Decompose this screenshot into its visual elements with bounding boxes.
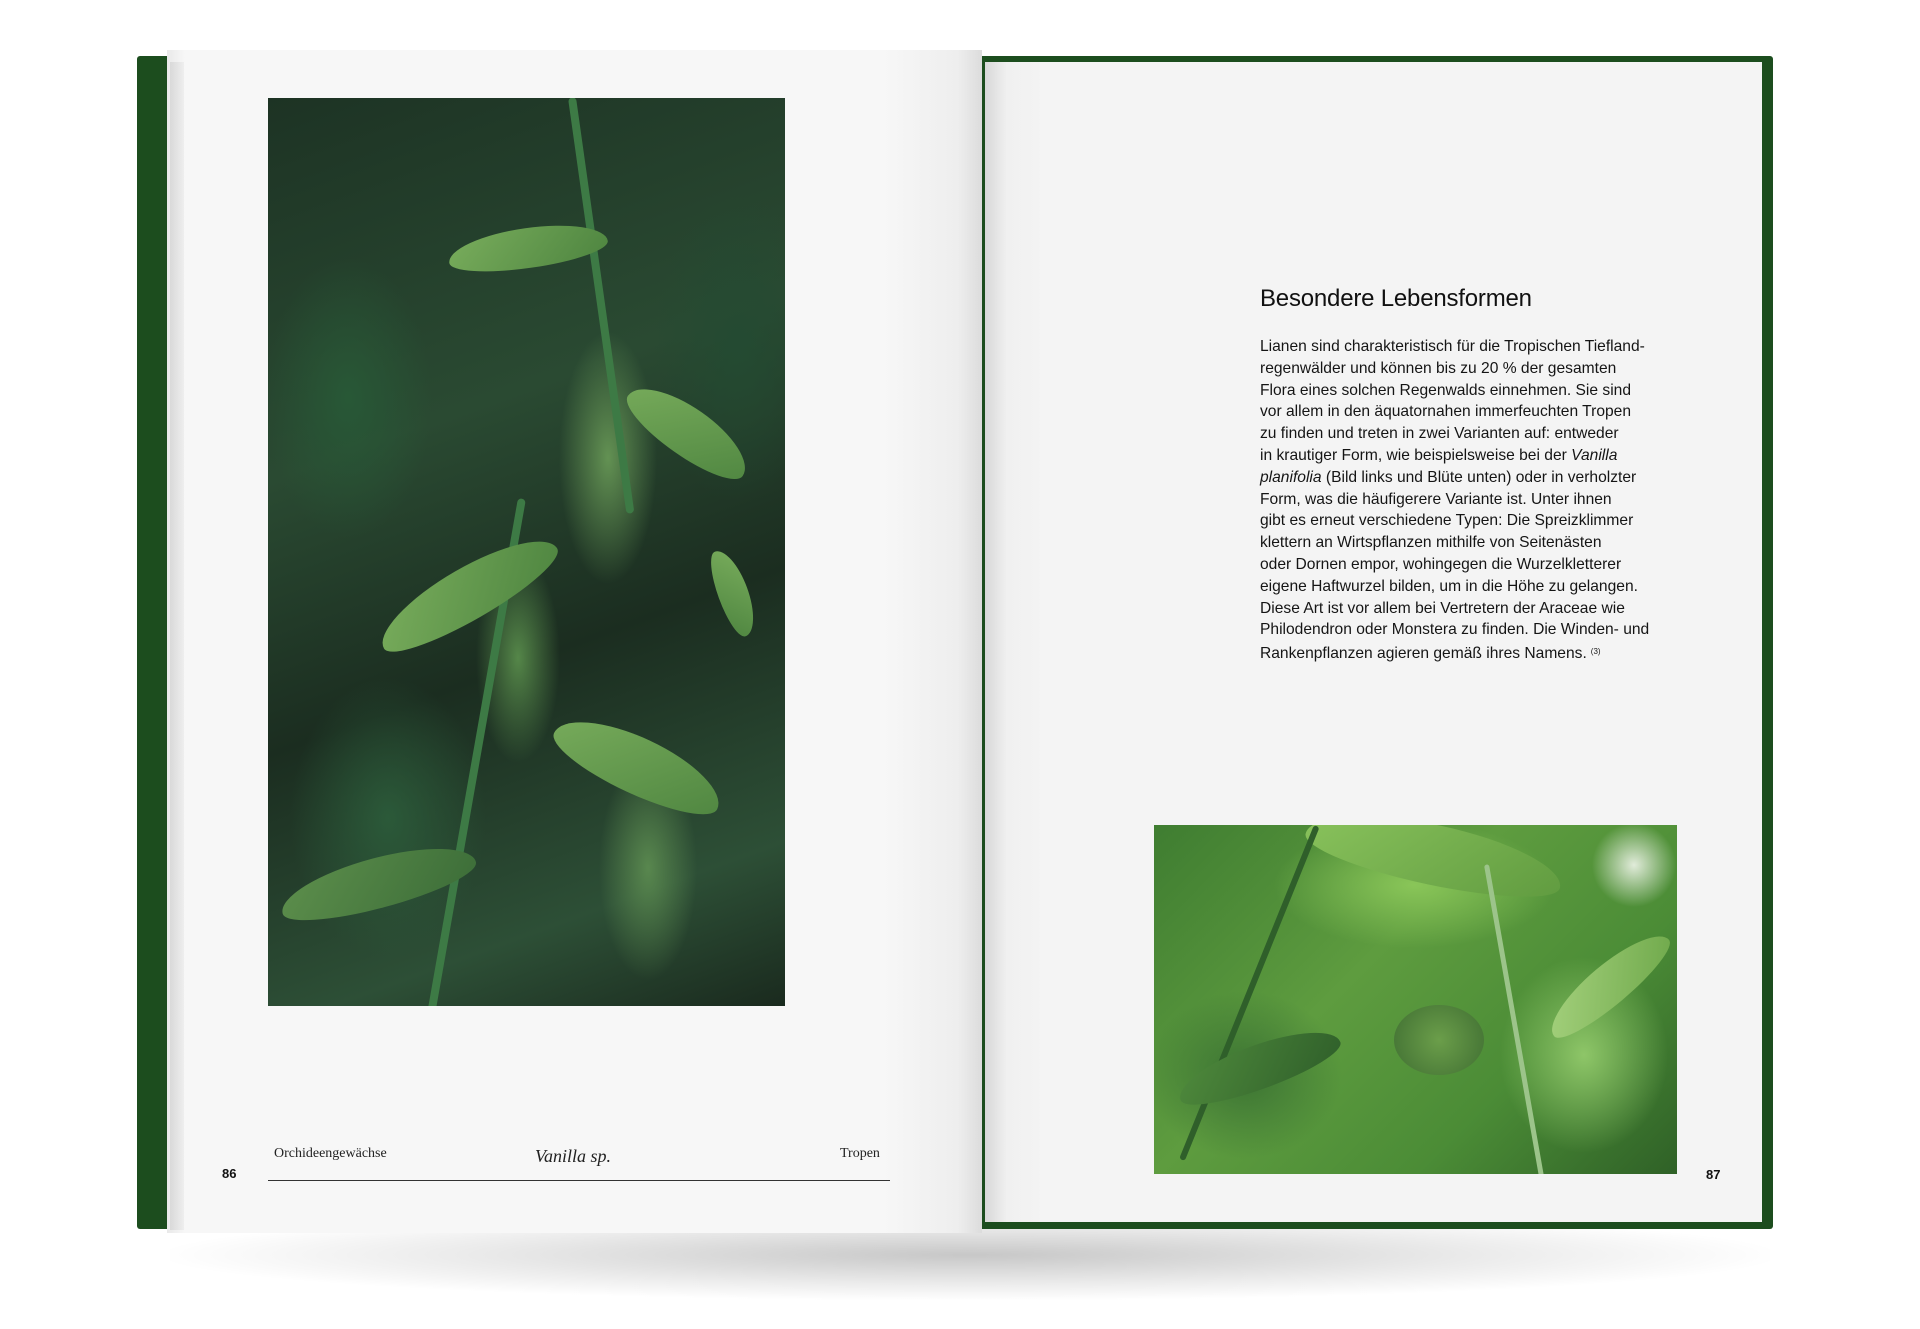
- page-number-right: 87: [1706, 1167, 1721, 1182]
- page-number-left: 86: [222, 1166, 237, 1181]
- body-line-with-species: [1260, 467, 1680, 489]
- body-line: regenwälder und können bis zu 20 % der gesamten: [1260, 359, 1617, 377]
- body-line-last: [1260, 641, 1680, 665]
- body-line-text: Rankenpflanzen agieren gemäß ihres Namens.: [1260, 645, 1587, 663]
- body-line-with-species: [1260, 445, 1680, 467]
- footnote-marker: (3): [1590, 647, 1601, 657]
- running-head-region: Tropen: [840, 1146, 880, 1161]
- body-line: Form, was die häufigerere Variante ist. Unter ihnen: [1260, 490, 1612, 508]
- section-heading: Besondere Lebensformen: [1260, 285, 1532, 312]
- body-line: klettern an Wirtspflanzen mithilfe von Seitenästen: [1260, 534, 1602, 552]
- species-epithet: planifolia: [1260, 468, 1322, 486]
- footer-rule: [268, 1180, 890, 1181]
- species-genus: Vanilla: [1571, 446, 1618, 464]
- body-line: Flora eines solchen Regenwalds einnehmen. Sie sind: [1260, 381, 1632, 399]
- running-head-section: Orchideengewächse: [274, 1146, 387, 1161]
- body-line: Philodendron oder Monstera zu finden. Die Winden- und: [1260, 621, 1650, 639]
- vanilla-vine-photo: [268, 98, 785, 1006]
- body-line: eigene Haftwurzel bilden, um in die Höhe zu gelangen.: [1260, 577, 1638, 595]
- body-line: vor allem in den äquatornahen immerfeuchten Tropen: [1260, 403, 1632, 421]
- body-line: zu finden und treten in zwei Varianten auf: entweder: [1260, 425, 1619, 443]
- body-line-text: in krautiger Form, wie beispielsweise bei der: [1260, 446, 1567, 464]
- body-line-text: (Bild links und Blüte unten) oder in verholzter: [1325, 468, 1637, 486]
- body-line: Diese Art ist vor allem bei Vertretern der Araceae wie: [1260, 599, 1625, 617]
- body-line: gibt es erneut verschiedene Typen: Die Spreizklimmer: [1260, 512, 1634, 530]
- running-head-species: Vanilla sp.: [535, 1146, 612, 1166]
- body-line: Lianen sind charakteristisch für die Tropischen Tiefland-: [1260, 338, 1645, 355]
- vanilla-flower-photo: [1154, 825, 1677, 1174]
- left-page-edge: [170, 62, 184, 1230]
- body-line: oder Dornen empor, wohingegen die Wurzelkletterer: [1260, 555, 1622, 573]
- body-paragraph: [1260, 336, 1680, 665]
